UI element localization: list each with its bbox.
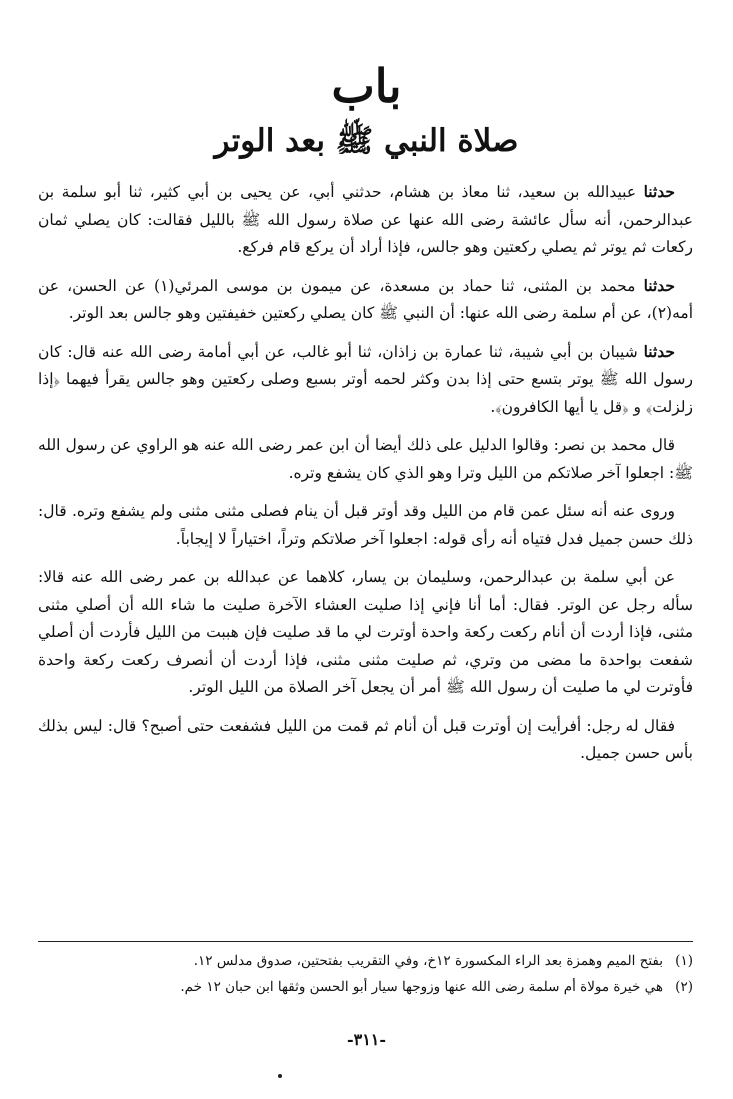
footnote-number: (١) xyxy=(675,953,693,969)
stray-dot xyxy=(278,1074,282,1078)
paragraph-1 xyxy=(38,178,693,262)
paragraph-6 xyxy=(38,563,693,702)
footnote-text: هي خيرة مولاة أم سلمة رضى الله عنها وزوجها سيار أبو الحسن وثقها ابن حبان ١٢ خم. xyxy=(180,979,663,995)
page-number: -٣١١- xyxy=(346,1030,387,1049)
main-text xyxy=(38,178,693,778)
paragraph-text: عن أبي سلمة بن عبدالرحمن، وسليمان بن يسار، كلاهما عن عبدالله بن عمر رضى الله عنه قالا: سأله رجل عن الوتر. فقال: أما أنا فإني إذا صليت العشاء الآخرة صليت ما شاء الله أن أصلي مثنى مثنى، فإذا أردت أن أنام ركعت ركعة واحدة أوترت لي ما قد صليت فإن هببت من الليل فأردت أن أصلي شفعت بواحدة ما مضى من وتري، ثم صليت مثنى مثنى، فإذا أردت أن أنصرف ركعت ركعة واحدة فأوترت لي ما صليت أن رسول الله ﷺ أمر أن يجعل آخر الصلاة من الليل الوتر. xyxy=(38,568,693,696)
paragraph-7 xyxy=(38,712,693,768)
footnote-text: بفتح الميم وهمزة بعد الراء المكسورة ١٢خ، وفي التقريب بفتحتين، صدوق مدلس ١٢. xyxy=(193,953,663,969)
paragraph-text: شيبان بن أبي شيبة، ثنا عمارة بن زاذان، ثنا أبو غالب، عن أبي أمامة رضى الله عنه قال: كان رسول الله ﷺ يوتر بتسع حتى إذا بدن وكثر لحمه أوتر بسبع وصلى ركعتين وهو جالس يقرأ فيهما ﴿إذا زلزلت﴾ و ﴿قل يا أيها الكافرون﴾. xyxy=(38,342,693,416)
footnote-divider xyxy=(38,941,693,942)
section-title: صلاة النبي ﷺ بعد الوتر xyxy=(214,123,519,159)
footnote-number: (٢) xyxy=(675,979,693,995)
paragraph-lead: حدثنا xyxy=(643,275,675,295)
paragraph-text: فقال له رجل: أفرأيت إن أوترت قبل أن أنام ثم قمت من الليل فشفعت حتى أصبح؟ قال: ليس بذلك بأس حسن جميل. xyxy=(38,716,693,762)
chapter-title: باب xyxy=(331,59,402,113)
paragraph-2 xyxy=(38,272,693,328)
footnote-1 xyxy=(38,948,693,974)
footnote-2 xyxy=(38,974,693,1000)
paragraph-5 xyxy=(38,497,693,553)
paragraph-4 xyxy=(38,431,693,487)
paragraph-text: عبيدالله بن سعيد، ثنا معاذ بن هشام، حدثني أبي، عن يحيى بن أبي كثير، ثنا أبو سلمة بن عبدالرحمن، أنه سأل عائشة رضى الله عنها عن صلاة رسول الله ﷺ بالليل فقالت: كان يصلي ثمان ركعات ثم يوتر ثم يصلي ركعتين وهو جالس، فإذا أراد أن يركع قام فركع. xyxy=(38,183,693,256)
paragraph-text: محمد بن المثنى، ثنا حماد بن مسعدة، عن ميمون بن موسى المرئي(١) عن الحسن، عن أمه(٢)، عن أم سلمة رضى الله عنها: أن النبي ﷺ كان يصلي ركعتين خفيفتين وهو جالس بعد الوتر. xyxy=(38,276,693,322)
footnotes xyxy=(38,948,693,1000)
paragraph-lead: حدثنا xyxy=(643,182,675,201)
paragraph-text: وروى عنه أنه سئل عمن قام من الليل وقد أوتر قبل أن ينام فصلى مثنى مثنى ولم يشفع وتره. قال: ذلك حسن جميل فدل فتياه أنه رأى قوله: اجعلوا آخر صلاتكم وتراً، اختياراً لا إيجاباً. xyxy=(38,502,693,548)
paragraph-text: قال محمد بن نصر: وقالوا الدليل على ذلك أيضا أن ابن عمر رضى الله عنه هو الراوي عن رسول الله ﷺ: اجعلوا آخر صلاتكم من الليل وترا وهو الذي كان يشفع وتره. xyxy=(38,436,693,482)
paragraph-3 xyxy=(38,338,693,422)
paragraph-lead: حدثنا xyxy=(643,341,675,361)
